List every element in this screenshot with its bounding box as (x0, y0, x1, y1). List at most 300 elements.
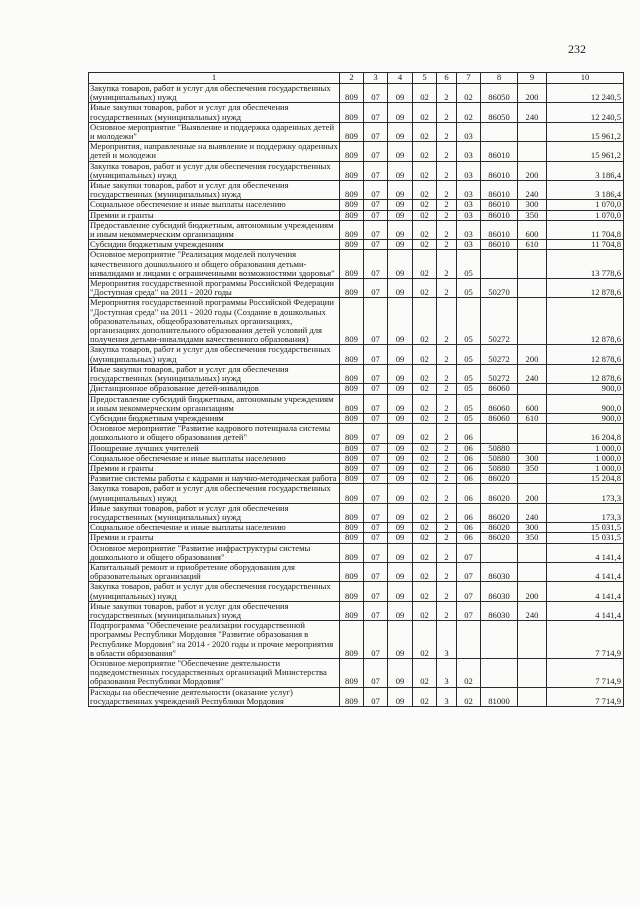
row-name-cell: Иные закупки товаров, работ и услуг для обеспечения государственных (муниципальных) нужд (89, 503, 340, 522)
section-cell: 07 (364, 279, 388, 298)
section-cell: 07 (364, 687, 388, 706)
expense-type-cell: 200 (518, 84, 547, 103)
measure-cell: 06 (457, 484, 481, 503)
program-cell: 02 (413, 394, 437, 413)
subprogram-cell: 2 (437, 181, 457, 200)
table-body (89, 84, 624, 707)
admin-code-cell: 809 (340, 240, 364, 250)
row-name-cell: Иные закупки товаров, работ и услуг для обеспечения государственных (муниципальных) нужд (89, 364, 340, 383)
subsection-cell: 09 (388, 161, 413, 180)
table-row (89, 424, 624, 443)
amount-cell: 15 031,5 (547, 523, 624, 533)
admin-code-cell: 809 (340, 200, 364, 210)
subsection-cell: 09 (388, 582, 413, 601)
table-row (89, 279, 624, 298)
subprogram-cell: 2 (437, 210, 457, 220)
table-row (89, 142, 624, 161)
expense-type-cell: 610 (518, 240, 547, 250)
program-cell: 02 (413, 181, 437, 200)
program-cell: 02 (413, 582, 437, 601)
program-cell: 02 (413, 364, 437, 383)
direction-cell: 86010 (481, 220, 518, 239)
expense-type-cell: 200 (518, 484, 547, 503)
table-row (89, 103, 624, 122)
subprogram-cell: 2 (437, 84, 457, 103)
measure-cell: 03 (457, 181, 481, 200)
measure-cell: 03 (457, 142, 481, 161)
expense-type-cell (518, 142, 547, 161)
table-row (89, 543, 624, 562)
table-row (89, 298, 624, 345)
program-cell: 02 (413, 279, 437, 298)
program-cell: 02 (413, 103, 437, 122)
section-cell: 07 (364, 413, 388, 423)
expense-type-cell (518, 658, 547, 687)
admin-code-cell: 809 (340, 122, 364, 141)
direction-cell: 50880 (481, 443, 518, 453)
subsection-cell: 09 (388, 345, 413, 364)
subsection-cell: 09 (388, 298, 413, 345)
section-cell: 07 (364, 345, 388, 364)
subprogram-cell: 2 (437, 103, 457, 122)
program-cell: 02 (413, 84, 437, 103)
direction-cell: 86020 (481, 533, 518, 543)
admin-code-cell: 809 (340, 413, 364, 423)
subsection-cell: 09 (388, 200, 413, 210)
measure-cell: 06 (457, 523, 481, 533)
subsection-cell: 09 (388, 220, 413, 239)
row-name-cell: Основное мероприятие "Выявление и поддержка одаренных детей и молодежи" (89, 122, 340, 141)
expense-type-cell (518, 424, 547, 443)
amount-cell: 12 240,5 (547, 103, 624, 122)
measure-cell: 07 (457, 562, 481, 581)
amount-cell: 12 878,6 (547, 279, 624, 298)
subsection-cell: 09 (388, 443, 413, 453)
table-row (89, 463, 624, 473)
program-cell: 02 (413, 453, 437, 463)
measure-cell: 05 (457, 394, 481, 413)
admin-code-cell: 809 (340, 443, 364, 453)
section-cell: 07 (364, 523, 388, 533)
table-row (89, 503, 624, 522)
subsection-cell: 09 (388, 84, 413, 103)
program-cell: 02 (413, 562, 437, 581)
subsection-cell: 09 (388, 279, 413, 298)
program-cell: 02 (413, 142, 437, 161)
table-row (89, 84, 624, 103)
expense-type-cell (518, 687, 547, 706)
table-row (89, 122, 624, 141)
program-cell: 02 (413, 210, 437, 220)
direction-cell: 86010 (481, 142, 518, 161)
column-header: 5 (413, 73, 437, 84)
admin-code-cell: 809 (340, 523, 364, 533)
direction-cell: 86030 (481, 562, 518, 581)
row-name-cell: Капитальный ремонт и приобретение оборудования для образовательных организаций (89, 562, 340, 581)
subprogram-cell: 2 (437, 453, 457, 463)
subprogram-cell: 2 (437, 543, 457, 562)
admin-code-cell: 809 (340, 210, 364, 220)
subsection-cell: 09 (388, 463, 413, 473)
measure-cell: 05 (457, 279, 481, 298)
measure-cell (457, 621, 481, 659)
column-header: 8 (481, 73, 518, 84)
subsection-cell: 09 (388, 364, 413, 383)
row-name-cell: Иные закупки товаров, работ и услуг для обеспечения государственных (муниципальных) нужд (89, 103, 340, 122)
subsection-cell: 09 (388, 250, 413, 279)
measure-cell: 05 (457, 364, 481, 383)
program-cell: 02 (413, 523, 437, 533)
subsection-cell: 09 (388, 413, 413, 423)
amount-cell: 7 714,9 (547, 687, 624, 706)
program-cell: 02 (413, 658, 437, 687)
section-cell: 07 (364, 601, 388, 620)
admin-code-cell: 809 (340, 220, 364, 239)
section-cell: 07 (364, 103, 388, 122)
expense-type-cell (518, 298, 547, 345)
table-row (89, 523, 624, 533)
amount-cell: 12 240,5 (547, 84, 624, 103)
amount-cell: 4 141,4 (547, 601, 624, 620)
expense-type-cell: 300 (518, 523, 547, 533)
expense-type-cell: 240 (518, 103, 547, 122)
expense-type-cell (518, 250, 547, 279)
direction-cell (481, 658, 518, 687)
measure-cell: 02 (457, 658, 481, 687)
row-name-cell: Премии и гранты (89, 533, 340, 543)
amount-cell: 7 714,9 (547, 658, 624, 687)
amount-cell: 12 878,6 (547, 345, 624, 364)
admin-code-cell: 809 (340, 424, 364, 443)
row-name-cell: Закупка товаров, работ и услуг для обеспечения государственных (муниципальных) нужд (89, 484, 340, 503)
expense-type-cell (518, 543, 547, 562)
amount-cell: 3 186,4 (547, 161, 624, 180)
direction-cell (481, 424, 518, 443)
section-cell: 07 (364, 142, 388, 161)
program-cell: 02 (413, 687, 437, 706)
direction-cell: 86010 (481, 161, 518, 180)
measure-cell: 03 (457, 161, 481, 180)
subsection-cell: 09 (388, 210, 413, 220)
program-cell: 02 (413, 122, 437, 141)
expense-type-cell: 240 (518, 364, 547, 383)
measure-cell: 03 (457, 240, 481, 250)
measure-cell: 02 (457, 84, 481, 103)
section-cell: 07 (364, 443, 388, 453)
section-cell: 07 (364, 424, 388, 443)
section-cell: 07 (364, 582, 388, 601)
subsection-cell: 09 (388, 562, 413, 581)
section-cell: 07 (364, 240, 388, 250)
subprogram-cell: 2 (437, 394, 457, 413)
subprogram-cell: 2 (437, 601, 457, 620)
amount-cell: 1 000,0 (547, 453, 624, 463)
amount-cell: 900,0 (547, 394, 624, 413)
amount-cell: 900,0 (547, 413, 624, 423)
section-cell: 07 (364, 384, 388, 394)
direction-cell: 86030 (481, 601, 518, 620)
subprogram-cell: 2 (437, 503, 457, 522)
admin-code-cell: 809 (340, 543, 364, 562)
row-name-cell: Предоставление субсидий бюджетным, автономным учреждениям и иным некоммерческим организациям (89, 394, 340, 413)
section-cell: 07 (364, 84, 388, 103)
subsection-cell: 09 (388, 601, 413, 620)
row-name-cell: Развитие системы работы с кадрами и научно-методическая работа (89, 474, 340, 484)
subprogram-cell: 2 (437, 200, 457, 210)
program-cell: 02 (413, 543, 437, 562)
measure-cell: 06 (457, 463, 481, 473)
table-row (89, 533, 624, 543)
expense-type-cell: 200 (518, 161, 547, 180)
expense-type-cell: 240 (518, 503, 547, 522)
direction-cell: 86020 (481, 523, 518, 533)
row-name-cell: Социальное обеспечение и иные выплаты населению (89, 200, 340, 210)
subprogram-cell: 2 (437, 582, 457, 601)
subsection-cell: 09 (388, 503, 413, 522)
direction-cell: 86020 (481, 474, 518, 484)
table-row (89, 474, 624, 484)
subsection-cell: 09 (388, 621, 413, 659)
measure-cell: 03 (457, 220, 481, 239)
row-name-cell: Основное мероприятие "Обеспечение деятельности подведомственных государственных организаций Министерства образования Республики Мордовия" (89, 658, 340, 687)
admin-code-cell: 809 (340, 279, 364, 298)
admin-code-cell: 809 (340, 621, 364, 659)
amount-cell: 16 204,8 (547, 424, 624, 443)
row-name-cell: Основное мероприятие "Развитие инфраструктуры системы дошкольного и общего образования" (89, 543, 340, 562)
direction-cell: 50880 (481, 453, 518, 463)
measure-cell: 05 (457, 250, 481, 279)
admin-code-cell: 809 (340, 503, 364, 522)
subprogram-cell: 2 (437, 443, 457, 453)
subprogram-cell: 3 (437, 658, 457, 687)
subsection-cell: 09 (388, 687, 413, 706)
expense-type-cell: 350 (518, 210, 547, 220)
table-row (89, 562, 624, 581)
section-cell: 07 (364, 122, 388, 141)
expense-type-cell: 200 (518, 582, 547, 601)
section-cell: 07 (364, 463, 388, 473)
table-row (89, 687, 624, 706)
direction-cell: 50880 (481, 463, 518, 473)
subprogram-cell: 2 (437, 484, 457, 503)
direction-cell: 86010 (481, 181, 518, 200)
table-row (89, 484, 624, 503)
expense-type-cell (518, 443, 547, 453)
admin-code-cell: 809 (340, 84, 364, 103)
table-row (89, 220, 624, 239)
direction-cell: 50272 (481, 364, 518, 383)
amount-cell: 900,0 (547, 384, 624, 394)
direction-cell: 86030 (481, 582, 518, 601)
subsection-cell: 09 (388, 543, 413, 562)
section-cell: 07 (364, 161, 388, 180)
direction-cell: 86060 (481, 394, 518, 413)
measure-cell: 02 (457, 103, 481, 122)
measure-cell: 06 (457, 443, 481, 453)
subprogram-cell: 2 (437, 122, 457, 141)
admin-code-cell: 809 (340, 533, 364, 543)
table-row (89, 582, 624, 601)
amount-cell: 173,3 (547, 503, 624, 522)
section-cell: 07 (364, 503, 388, 522)
amount-cell: 15 204,8 (547, 474, 624, 484)
program-cell: 02 (413, 240, 437, 250)
section-cell: 07 (364, 210, 388, 220)
measure-cell: 07 (457, 582, 481, 601)
expense-type-cell: 350 (518, 533, 547, 543)
subsection-cell: 09 (388, 658, 413, 687)
column-header: 7 (457, 73, 481, 84)
measure-cell: 06 (457, 453, 481, 463)
program-cell: 02 (413, 484, 437, 503)
measure-cell: 06 (457, 424, 481, 443)
column-header: 9 (518, 73, 547, 84)
program-cell: 02 (413, 443, 437, 453)
admin-code-cell: 809 (340, 142, 364, 161)
subsection-cell: 09 (388, 484, 413, 503)
direction-cell: 81000 (481, 687, 518, 706)
subsection-cell: 09 (388, 394, 413, 413)
direction-cell: 86010 (481, 240, 518, 250)
amount-cell: 173,3 (547, 484, 624, 503)
admin-code-cell: 809 (340, 562, 364, 581)
column-header: 1 (89, 73, 340, 84)
column-header: 10 (547, 73, 624, 84)
direction-cell: 86010 (481, 200, 518, 210)
amount-cell: 4 141,4 (547, 582, 624, 601)
subsection-cell: 09 (388, 384, 413, 394)
direction-cell: 86060 (481, 384, 518, 394)
amount-cell: 1 000,0 (547, 443, 624, 453)
expense-type-cell (518, 474, 547, 484)
direction-cell: 86050 (481, 84, 518, 103)
column-header: 3 (364, 73, 388, 84)
admin-code-cell: 809 (340, 687, 364, 706)
subprogram-cell: 3 (437, 621, 457, 659)
row-name-cell: Мероприятия, направленные на выявление и поддержку одаренных детей и молодежи (90, 141, 338, 161)
amount-cell: 15 961,2 (547, 122, 624, 141)
subsection-cell: 09 (388, 523, 413, 533)
program-cell: 02 (413, 220, 437, 239)
direction-cell: 86060 (481, 413, 518, 423)
table-row (89, 240, 624, 250)
expense-type-cell: 350 (518, 463, 547, 473)
admin-code-cell: 809 (340, 181, 364, 200)
row-name-cell: Дистанционное образование детей-инвалидов (89, 384, 340, 394)
subprogram-cell: 2 (437, 562, 457, 581)
expense-type-cell (518, 122, 547, 141)
subprogram-cell: 2 (437, 345, 457, 364)
row-name-cell: Мероприятия государственной программы Российской Федерации "Доступная среда" на 2011 - 2020 годы (89, 279, 340, 298)
section-cell: 07 (364, 181, 388, 200)
row-name-cell: Социальное обеспечение и иные выплаты населению (89, 453, 340, 463)
subsection-cell: 09 (388, 240, 413, 250)
section-cell: 07 (364, 200, 388, 210)
table-row (89, 413, 624, 423)
subprogram-cell: 2 (437, 279, 457, 298)
row-name-cell: Мероприятия государственной программы Российской Федерации "Доступная среда" на 2011 - 2020 годы (Создание в дошкольных образовательных, общеобразовательных организациях, организациях дополнительного образования детей условий для получения детьми-инвалидами качественного образования) (89, 298, 340, 345)
row-name-cell: Основное мероприятие "Развитие кадрового потенциала системы дошкольного и общего образования детей" (89, 424, 340, 443)
admin-code-cell: 809 (340, 453, 364, 463)
section-cell: 07 (364, 543, 388, 562)
expense-type-cell: 300 (518, 453, 547, 463)
section-cell: 07 (364, 474, 388, 484)
row-name-cell: Иные закупки товаров, работ и услуг для обеспечения государственных (муниципальных) нужд (89, 601, 340, 620)
table-row (89, 621, 624, 659)
expense-type-cell: 610 (518, 413, 547, 423)
subprogram-cell: 2 (437, 533, 457, 543)
admin-code-cell: 809 (340, 658, 364, 687)
admin-code-cell: 809 (340, 161, 364, 180)
measure-cell: 06 (457, 503, 481, 522)
row-name-cell: Иные закупки товаров, работ и услуг для обеспечения государственных (муниципальных) нужд (89, 181, 340, 200)
measure-cell: 02 (457, 687, 481, 706)
row-name-cell: Поощрение лучших учителей (89, 443, 340, 453)
table-row (89, 210, 624, 220)
subprogram-cell: 2 (437, 240, 457, 250)
expense-type-cell: 600 (518, 220, 547, 239)
section-cell: 07 (364, 621, 388, 659)
subprogram-cell: 2 (437, 220, 457, 239)
admin-code-cell: 809 (340, 250, 364, 279)
program-cell: 02 (413, 161, 437, 180)
amount-cell: 3 186,4 (547, 181, 624, 200)
program-cell: 02 (413, 503, 437, 522)
subprogram-cell: 2 (437, 523, 457, 533)
section-cell: 07 (364, 394, 388, 413)
program-cell: 02 (413, 298, 437, 345)
row-name-cell: Закупка товаров, работ и услуг для обеспечения государственных (муниципальных) нужд (89, 84, 340, 103)
subsection-cell: 09 (388, 103, 413, 122)
row-name-cell: Закупка товаров, работ и услуг для обеспечения государственных (муниципальных) нужд (89, 345, 340, 364)
amount-cell: 15 031,5 (547, 533, 624, 543)
measure-cell: 07 (457, 543, 481, 562)
table-row (89, 200, 624, 210)
expense-type-cell: 600 (518, 394, 547, 413)
expense-type-cell: 300 (518, 200, 547, 210)
direction-cell: 50270 (481, 279, 518, 298)
subprogram-cell: 2 (437, 463, 457, 473)
direction-cell: 86020 (481, 484, 518, 503)
budget-table (88, 72, 624, 707)
column-header: 4 (388, 73, 413, 84)
section-cell: 07 (364, 484, 388, 503)
subprogram-cell: 2 (437, 424, 457, 443)
direction-cell: 86010 (481, 210, 518, 220)
expense-type-cell (518, 621, 547, 659)
subprogram-cell: 2 (437, 413, 457, 423)
table-row (89, 345, 624, 364)
row-name-cell: Расходы на обеспечение деятельности (оказание услуг) государственных учреждений Республики Мордовия (89, 687, 340, 706)
row-name-cell: Премии и гранты (89, 210, 340, 220)
program-cell: 02 (413, 463, 437, 473)
subsection-cell: 09 (388, 142, 413, 161)
admin-code-cell: 809 (340, 103, 364, 122)
amount-cell: 1 070,0 (547, 210, 624, 220)
direction-cell: 50272 (481, 298, 518, 345)
table-row (89, 181, 624, 200)
subprogram-cell: 2 (437, 142, 457, 161)
amount-cell: 4 141,4 (547, 543, 624, 562)
direction-cell: 86050 (481, 103, 518, 122)
admin-code-cell: 809 (340, 345, 364, 364)
admin-code-cell: 809 (340, 298, 364, 345)
expense-type-cell (518, 562, 547, 581)
program-cell: 02 (413, 200, 437, 210)
subsection-cell: 09 (388, 533, 413, 543)
admin-code-cell: 809 (340, 582, 364, 601)
row-name-cell: Предоставление субсидий бюджетным, автономным учреждениям и иным некоммерческим организациям (89, 220, 340, 239)
